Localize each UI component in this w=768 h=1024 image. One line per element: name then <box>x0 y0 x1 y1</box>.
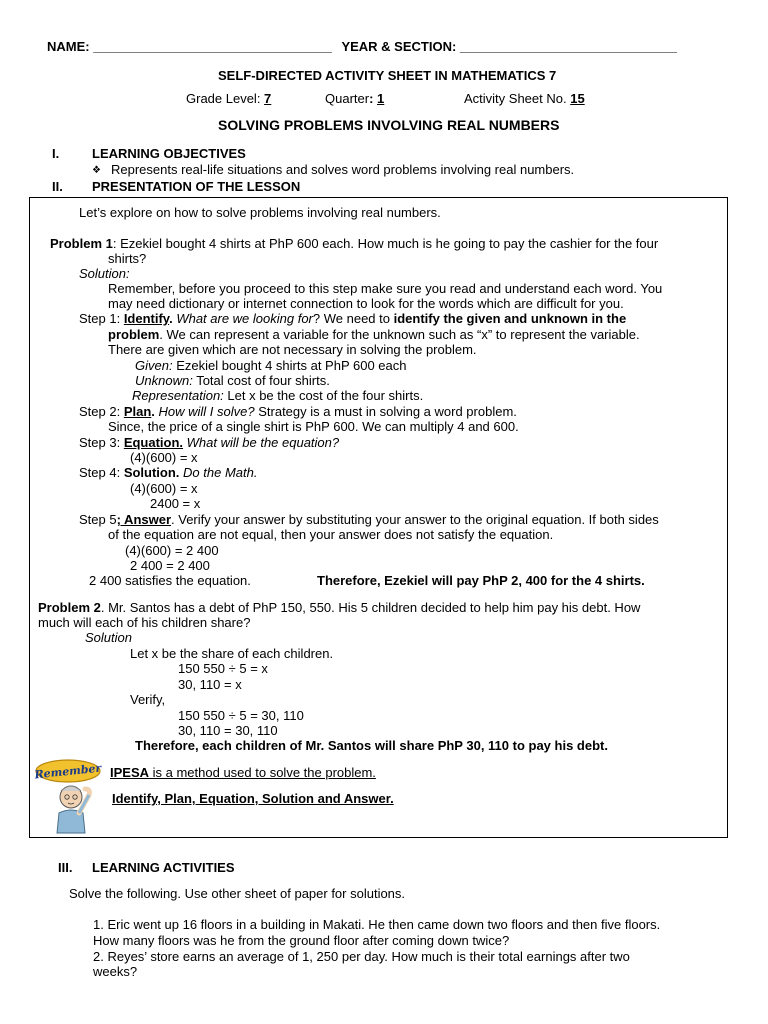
activities-heading: LEARNING ACTIVITIES <box>92 860 235 875</box>
lesson-intro: Let’s explore on how to solve problems involving real numbers. <box>79 205 441 220</box>
sheet-label: Activity Sheet No. <box>464 91 571 106</box>
step4-equation-1: (4)(600) = x <box>130 481 198 496</box>
step5-line: Step 5; Answer. Verify your answer by substituting your answer to the original equation. If both sides <box>79 512 659 527</box>
problem2-let: Let x be the share of each children. <box>130 646 334 661</box>
step3-key: Equation. <box>123 435 184 450</box>
sheet-value: 15 <box>570 91 585 106</box>
activity-sheet-no <box>464 91 585 106</box>
year-section-blank: ______________________________ <box>459 39 677 54</box>
quarter-label: Quarter <box>325 91 370 106</box>
objective-text: Represents real-life situations and solves word problems involving real numbers. <box>111 162 575 177</box>
problem2-eq3: 150 550 ÷ 5 = 30, 110 <box>178 708 304 723</box>
problem2-label: Problem 2 <box>38 600 101 615</box>
step4-equation-2: 2400 = x <box>150 496 201 511</box>
lesson-topic: SOLVING PROBLEMS INVOLVING REAL NUMBERS <box>218 117 560 133</box>
step2-key: Plan <box>123 404 152 419</box>
problem2-solution-label: Solution <box>85 630 132 645</box>
name-label: NAME: <box>47 39 90 54</box>
step1-key: Identify <box>123 311 170 326</box>
step3-equation: (4)(600) = x <box>130 450 198 465</box>
therefore-problem2: Therefore, each children of Mr. Santos will share PhP 30, 110 to pay his debt. <box>135 738 608 753</box>
step1-line2: problem. We can represent a variable for the unknown such as “x” to represent the variable. <box>108 327 640 342</box>
quarter: Quarter: 1 <box>325 91 385 106</box>
remember-line-b: may need dictionary or internet connection to look for the words which are difficult for you. <box>108 296 624 311</box>
remember-thinking-person-icon <box>33 755 113 835</box>
representation-line: Representation: Let x be the cost of the four shirts. <box>132 388 424 403</box>
step5-line2: of the equation are not equal, then your answer does not satisfy the equation. <box>108 527 554 542</box>
problem1-label: Problem 1 <box>50 236 113 251</box>
step3-line: Step 3: Equation. What will be the equation? <box>79 435 340 450</box>
activity-item1-a: 1. Eric went up 16 floors in a building in Makati. He then came down two floors and then five floors. <box>93 917 661 932</box>
activities-instruction: Solve the following. Use other sheet of paper for solutions. <box>69 886 406 901</box>
problem2-eq4: 30, 110 = 30, 110 <box>178 723 278 738</box>
unknown-line: Unknown: Total cost of four shirts. <box>135 373 330 388</box>
sheet-title: SELF-DIRECTED ACTIVITY SHEET IN MATHEMATICS 7 <box>218 68 557 83</box>
problem1-line-a: Problem 1: Ezekiel bought 4 shirts at PhP 600 each. How much is he going to pay the cashier for the four <box>50 236 659 251</box>
activities-numeral: III. <box>58 860 73 875</box>
step5-equation-2: 2 400 = 2 400 <box>130 558 210 573</box>
step5-equation-1: (4)(600) = 2 400 <box>125 543 219 558</box>
solution-label: Solution: <box>79 266 130 281</box>
grade-label: Grade Level: <box>186 91 265 106</box>
grade-value: 7 <box>264 91 272 106</box>
activity-item2-a: 2. Reyes’ store earns an average of 1, 250 per day. How much is their total earnings after two <box>93 949 630 964</box>
step5-key: ; Answer <box>116 512 172 527</box>
ipesa-key: IPESA <box>110 765 150 780</box>
problem2-eq1: 150 550 ÷ 5 = x <box>178 661 268 676</box>
step4-line: Step 4: Solution. Do the Math. <box>79 465 258 480</box>
step4-key: Solution. <box>123 465 180 480</box>
presentation-numeral: II. <box>52 179 63 194</box>
presentation-heading: PRESENTATION OF THE LESSON <box>92 179 301 194</box>
problem2-line-b: much will each of his children share? <box>38 615 251 630</box>
given-line: Given: Ezekiel bought 4 shirts at PhP 600 each <box>135 358 407 373</box>
name-line <box>47 39 677 54</box>
name-blank: _________________________________ <box>93 39 332 54</box>
step2-line: Step 2: Plan. How will I solve? Strategy is a must in solving a word problem. <box>79 404 517 419</box>
objectives-numeral: I. <box>52 146 60 161</box>
objectives-heading: LEARNING OBJECTIVES <box>92 146 246 161</box>
problem2-verify: Verify, <box>130 692 166 707</box>
ipesa-steps: Identify, Plan, Equation, Solution and Answer. <box>112 791 394 806</box>
problem1-line-b: shirts? <box>108 251 147 266</box>
satisfies-line: 2 400 satisfies the equation. <box>89 573 251 588</box>
grade-level <box>186 91 271 106</box>
diamond-bullet-icon: ❖ <box>92 165 101 176</box>
therefore-problem1: Therefore, Ezekiel will pay PhP 2, 400 for the 4 shirts. <box>317 573 645 588</box>
activity-item2-b: weeks? <box>93 964 138 979</box>
step1-line3: There are given which are not necessary in solving the problem. <box>108 342 477 357</box>
remember-badge-text: Remember <box>33 761 102 782</box>
ipesa-line: IPESA is a method used to solve the problem. <box>110 765 376 780</box>
year-section-label: YEAR & SECTION: <box>341 39 457 54</box>
step2-line2: Since, the price of a single shirt is PhP 600. We can multiply 4 and 600. <box>108 419 519 434</box>
remember-line-a: Remember, before you proceed to this step make sure you read and understand each word. You <box>108 281 663 296</box>
quarter-value: 1 <box>377 91 385 106</box>
activity-item1-b: How many floors was he from the ground floor after coming down twice? <box>93 933 510 948</box>
problem2-eq2: 30, 110 = x <box>178 677 242 692</box>
problem2-line-a: Problem 2. Mr. Santos has a debt of PhP 150, 550. His 5 children decided to help him pay his debt. How <box>38 600 641 615</box>
step1-line: Step 1: Identify. What are we looking for? We need to identify the given and unknown in the <box>79 311 627 326</box>
